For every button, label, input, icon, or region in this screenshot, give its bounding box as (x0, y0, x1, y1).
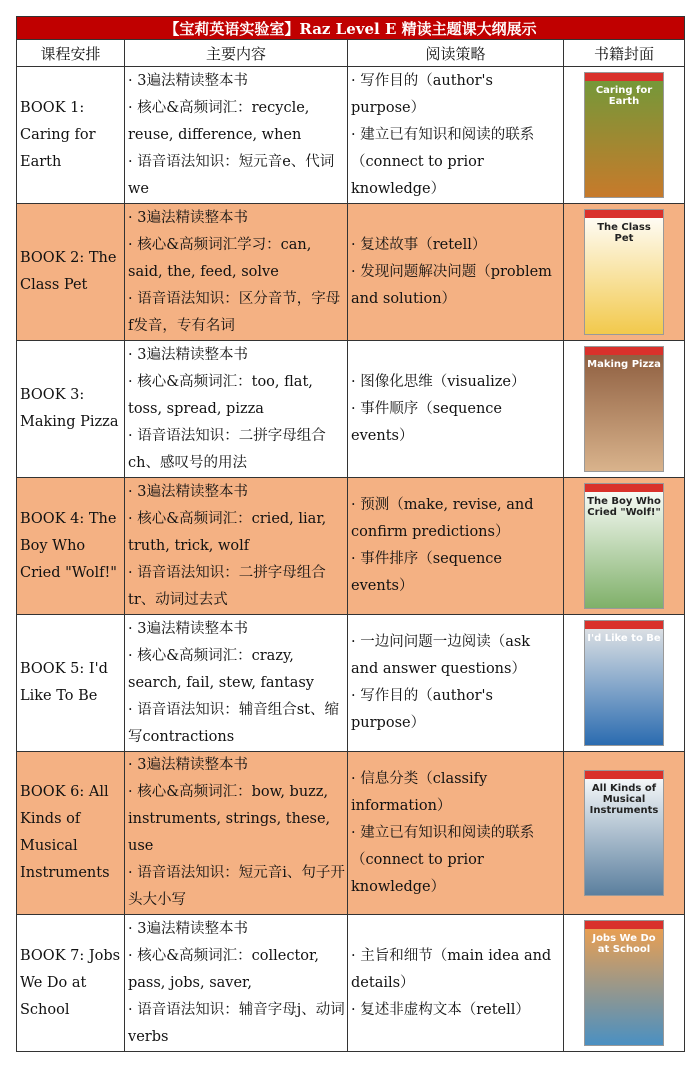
strategy-line: · 建立已有知识和阅读的联系（connect to prior knowledge） (351, 824, 535, 895)
content-line: · 核心&高频词汇：too, flat, toss, spread, pizza (128, 373, 313, 417)
strategy-line: · 复述非虚构文本（retell） (351, 1001, 530, 1018)
cover-band (585, 771, 663, 779)
reading-strategy (348, 67, 564, 204)
reading-strategy (348, 915, 564, 1052)
content-line: · 核心&高频词汇学习：can, said, the, feed, solve (128, 236, 312, 280)
table-row (17, 752, 685, 915)
cover-cell (564, 341, 685, 478)
outline-table-wrapper (16, 16, 684, 1052)
cover-cell (564, 752, 685, 915)
strategy-line: · 发现问题解决问题（problem and solution） (351, 263, 552, 307)
content-line: · 核心&高频词汇：cried, liar, truth, trick, wolf (128, 510, 327, 554)
book-name: BOOK 7: Jobs We Do at School (17, 915, 125, 1052)
main-content (125, 915, 348, 1052)
book-cover-image (584, 346, 664, 472)
content-line: · 核心&高频词汇：bow, buzz, instruments, strings, these, use (128, 784, 331, 854)
strategy-line: · 事件排序（sequence events） (351, 551, 502, 594)
strategy-line: · 预测（make, revise, and confirm predictions） (351, 497, 534, 540)
content-line: · 核心&高频词汇：recycle, reuse, difference, when (128, 99, 310, 143)
main-content (125, 615, 348, 752)
table-row (17, 915, 685, 1052)
content-line: · 语音语法知识：辅音字母j、动词verbs (128, 1001, 345, 1045)
strategy-line: · 写作目的（author's purpose） (351, 688, 493, 731)
main-content (125, 204, 348, 341)
main-content (125, 341, 348, 478)
cover-cell (564, 478, 685, 615)
content-line: · 语音语法知识：短元音i、句子开头大小写 (128, 865, 345, 908)
cover-cell (564, 67, 685, 204)
book-name: BOOK 1: Caring for Earth (17, 67, 125, 204)
cover-title: Making Pizza (587, 359, 661, 370)
table-row (17, 204, 685, 341)
strategy-line: · 信息分类（classify information） (351, 770, 488, 814)
cover-title: Caring for Earth (595, 85, 653, 107)
header-strategy: 阅读策略 (348, 40, 564, 67)
cover-band (585, 73, 663, 81)
content-line: · 3遍法精读整本书 (128, 920, 248, 937)
strategy-line: · 复述故事（retell） (351, 236, 487, 253)
reading-strategy (348, 615, 564, 752)
content-line: · 语音语法知识：二拼字母组合tr、动词过去式 (128, 564, 326, 608)
book-cover-image (584, 620, 664, 746)
main-content (125, 478, 348, 615)
strategy-line: · 一边问问题一边阅读（ask and answer questions） (351, 634, 531, 677)
cover-title: The Boy Who Cried "Wolf!" (587, 496, 661, 518)
content-line: · 3遍法精读整本书 (128, 346, 248, 363)
cover-title: Jobs We Do at School (592, 933, 656, 955)
reading-strategy (348, 478, 564, 615)
strategy-line: · 事件顺序（sequence events） (351, 400, 502, 444)
main-content (125, 67, 348, 204)
table-title: 【宝莉英语实验室】Raz Level E 精读主题课大纲展示 (17, 17, 685, 40)
book-name: BOOK 6: All Kinds of Musical Instruments (17, 752, 125, 915)
table-row (17, 615, 685, 752)
content-line: · 3遍法精读整本书 (128, 757, 248, 773)
content-line: · 3遍法精读整本书 (128, 483, 248, 500)
table-row (17, 67, 685, 204)
strategy-line: · 主旨和细节（main idea and details） (351, 947, 552, 991)
header-schedule: 课程安排 (17, 40, 125, 67)
cover-cell (564, 915, 685, 1052)
content-line: · 语音语法知识：辅音组合st、缩写contractions (128, 701, 339, 745)
book-name: BOOK 4: The Boy Who Cried "Wolf!" (17, 478, 125, 615)
book-cover-image (584, 920, 664, 1046)
cover-title: I'd Like to Be (587, 633, 661, 644)
cover-band (585, 921, 663, 929)
content-line: · 核心&高频词汇：crazy, search, fail, stew, fantasy (128, 647, 314, 691)
strategy-line: · 写作目的（author's purpose） (351, 72, 493, 116)
content-line: · 语音语法知识：二拼字母组合ch、感叹号的用法 (128, 427, 326, 471)
table-row (17, 478, 685, 615)
content-line: · 3遍法精读整本书 (128, 72, 248, 89)
cover-band (585, 210, 663, 218)
book-name: BOOK 3: Making Pizza (17, 341, 125, 478)
main-content (125, 752, 348, 915)
book-name: BOOK 2: The Class Pet (17, 204, 125, 341)
cover-cell (564, 204, 685, 341)
cover-title: All Kinds of Musical Instruments (589, 783, 659, 816)
book-cover-image (584, 209, 664, 335)
book-cover-image (584, 72, 664, 198)
cover-band (585, 347, 663, 355)
cover-title: The Class Pet (597, 222, 651, 244)
content-line: · 核心&高频词汇：collector, pass, jobs, saver, (128, 947, 319, 991)
cover-band (585, 621, 663, 629)
book-cover-image (584, 483, 664, 609)
content-line: · 3遍法精读整本书 (128, 209, 248, 226)
content-line: · 语音语法知识：区分音节，字母f发音，专有名词 (128, 290, 341, 334)
table-row (17, 341, 685, 478)
book-name: BOOK 5: I'd Like To Be (17, 615, 125, 752)
outline-table (16, 16, 685, 1052)
reading-strategy (348, 341, 564, 478)
strategy-line: · 图像化思维（visualize） (351, 373, 526, 390)
content-line: · 3遍法精读整本书 (128, 620, 248, 637)
content-line: · 语音语法知识：短元音e、代词we (128, 153, 335, 197)
header-content: 主要内容 (125, 40, 348, 67)
reading-strategy (348, 204, 564, 341)
cover-band (585, 484, 663, 492)
book-cover-image (584, 770, 664, 896)
cover-cell (564, 615, 685, 752)
reading-strategy (348, 752, 564, 915)
strategy-line: · 建立已有知识和阅读的联系（connect to prior knowledge） (351, 126, 535, 197)
header-cover: 书籍封面 (564, 40, 685, 67)
